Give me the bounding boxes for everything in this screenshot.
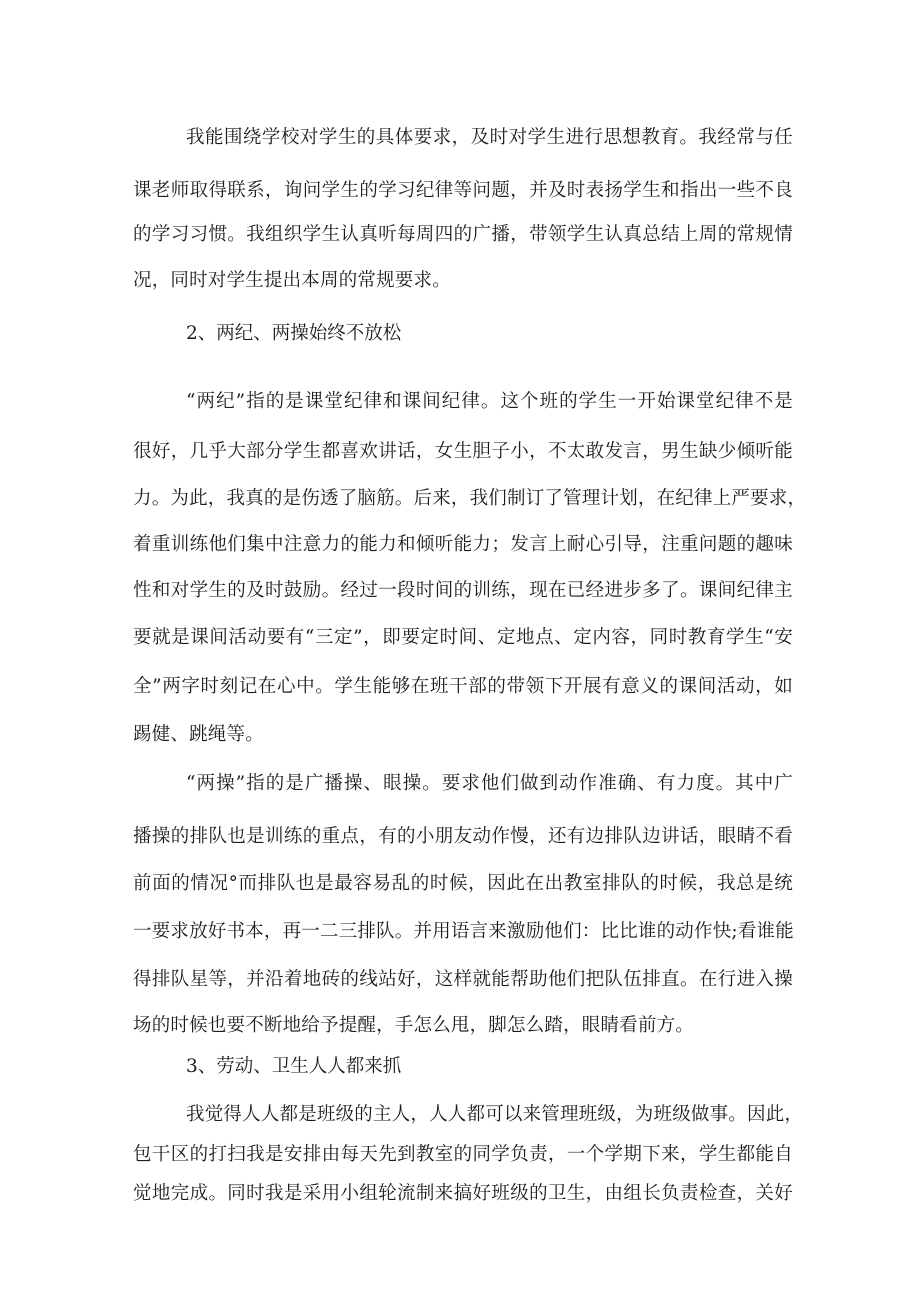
paragraph-4-line-2: 包干区的打扫我是安排由每天先到教室的同学负责，一个学期下来，学生都能自 [133, 1144, 793, 1165]
paragraph-2-line-3: 力。为此，我真的是伤透了脑筋。后来，我们制订了管理计划，在纪律上严要求， [133, 488, 807, 509]
paragraph-1-line-4: 况，同时对学生提出本周的常规要求。 [133, 270, 451, 291]
paragraph-3-line-6: 场的时候也要不断地给予提醒，手怎么甩，脚怎么踏，眼睛看前方。 [133, 1015, 695, 1036]
paragraph-2-line-7: 全”两字时刻记在心中。学生能够在班干部的带领下开展有意义的课间活动，如 [133, 676, 793, 697]
paragraph-2-line-4: 着重训练他们集中注意力的能力和倾听能力；发言上耐心引导，注重问题的趣味 [133, 534, 793, 555]
paragraph-1-line-3: 的学习习惯。我组织学生认真听每周四的广播，带领学生认真总结上周的常规情 [133, 224, 793, 245]
paragraph-1-line-1: 我能围绕学校对学生的具体要求，及时对学生进行思想教育。我经常与任 [186, 127, 793, 148]
paragraph-3-line-3: 前面的情况°而排队也是最容易乱的时候，因此在出教室排队的时候，我总是统 [133, 873, 793, 894]
paragraph-2-line-6: 要就是课间活动要有“三定”，即要定时间、定地点、定内容，同时教育学生“安 [133, 627, 793, 648]
paragraph-3-line-5: 得排队星等，并沿着地砖的线站好，这样就能帮助他们把队伍排直。在行进入操 [133, 969, 793, 990]
paragraph-1-line-2: 课老师取得联系，询问学生的学习纪律等问题，并及时表扬学生和指出一些不良 [133, 180, 793, 201]
paragraph-2-line-2: 很好，几乎大部分学生都喜欢讲话，女生胆子小，不太敢发言，男生缺少倾听能 [133, 441, 793, 462]
section-heading-3: 3、劳动、卫生人人都来抓 [186, 1056, 402, 1077]
paragraph-2-line-1: “两纪”指的是课堂纪律和课间纪律。这个班的学生一开始课堂纪律不是 [186, 391, 793, 412]
paragraph-3-line-1: “两操”指的是广播操、眼操。要求他们做到动作准确、有力度。其中广 [186, 773, 793, 794]
paragraph-3-line-2: 播操的排队也是训练的重点，有的小朋友动作慢，还有边排队边讲话，眼睛不看 [133, 826, 793, 847]
paragraph-4-line-1: 我觉得人人都是班级的主人，人人都可以来管理班级，为班级做事。因此， [186, 1104, 804, 1125]
section-heading-2: 2、两纪、两操始终不放松 [186, 323, 402, 344]
paragraph-4-line-3: 觉地完成。同时我是采用小组轮流制来搞好班级的卫生，由组长负责检查，关好 [133, 1183, 793, 1204]
paragraph-2-line-8: 踢健、跳绳等。 [133, 724, 264, 745]
paragraph-3-line-4: 一要求放好书本，再一二三排队。并用语言来激励他们：比比谁的动作快;看谁能 [133, 921, 794, 942]
paragraph-2-line-5: 性和对学生的及时鼓励。经过一段时间的训练，现在已经进步多了。课间纪律主 [133, 580, 793, 601]
